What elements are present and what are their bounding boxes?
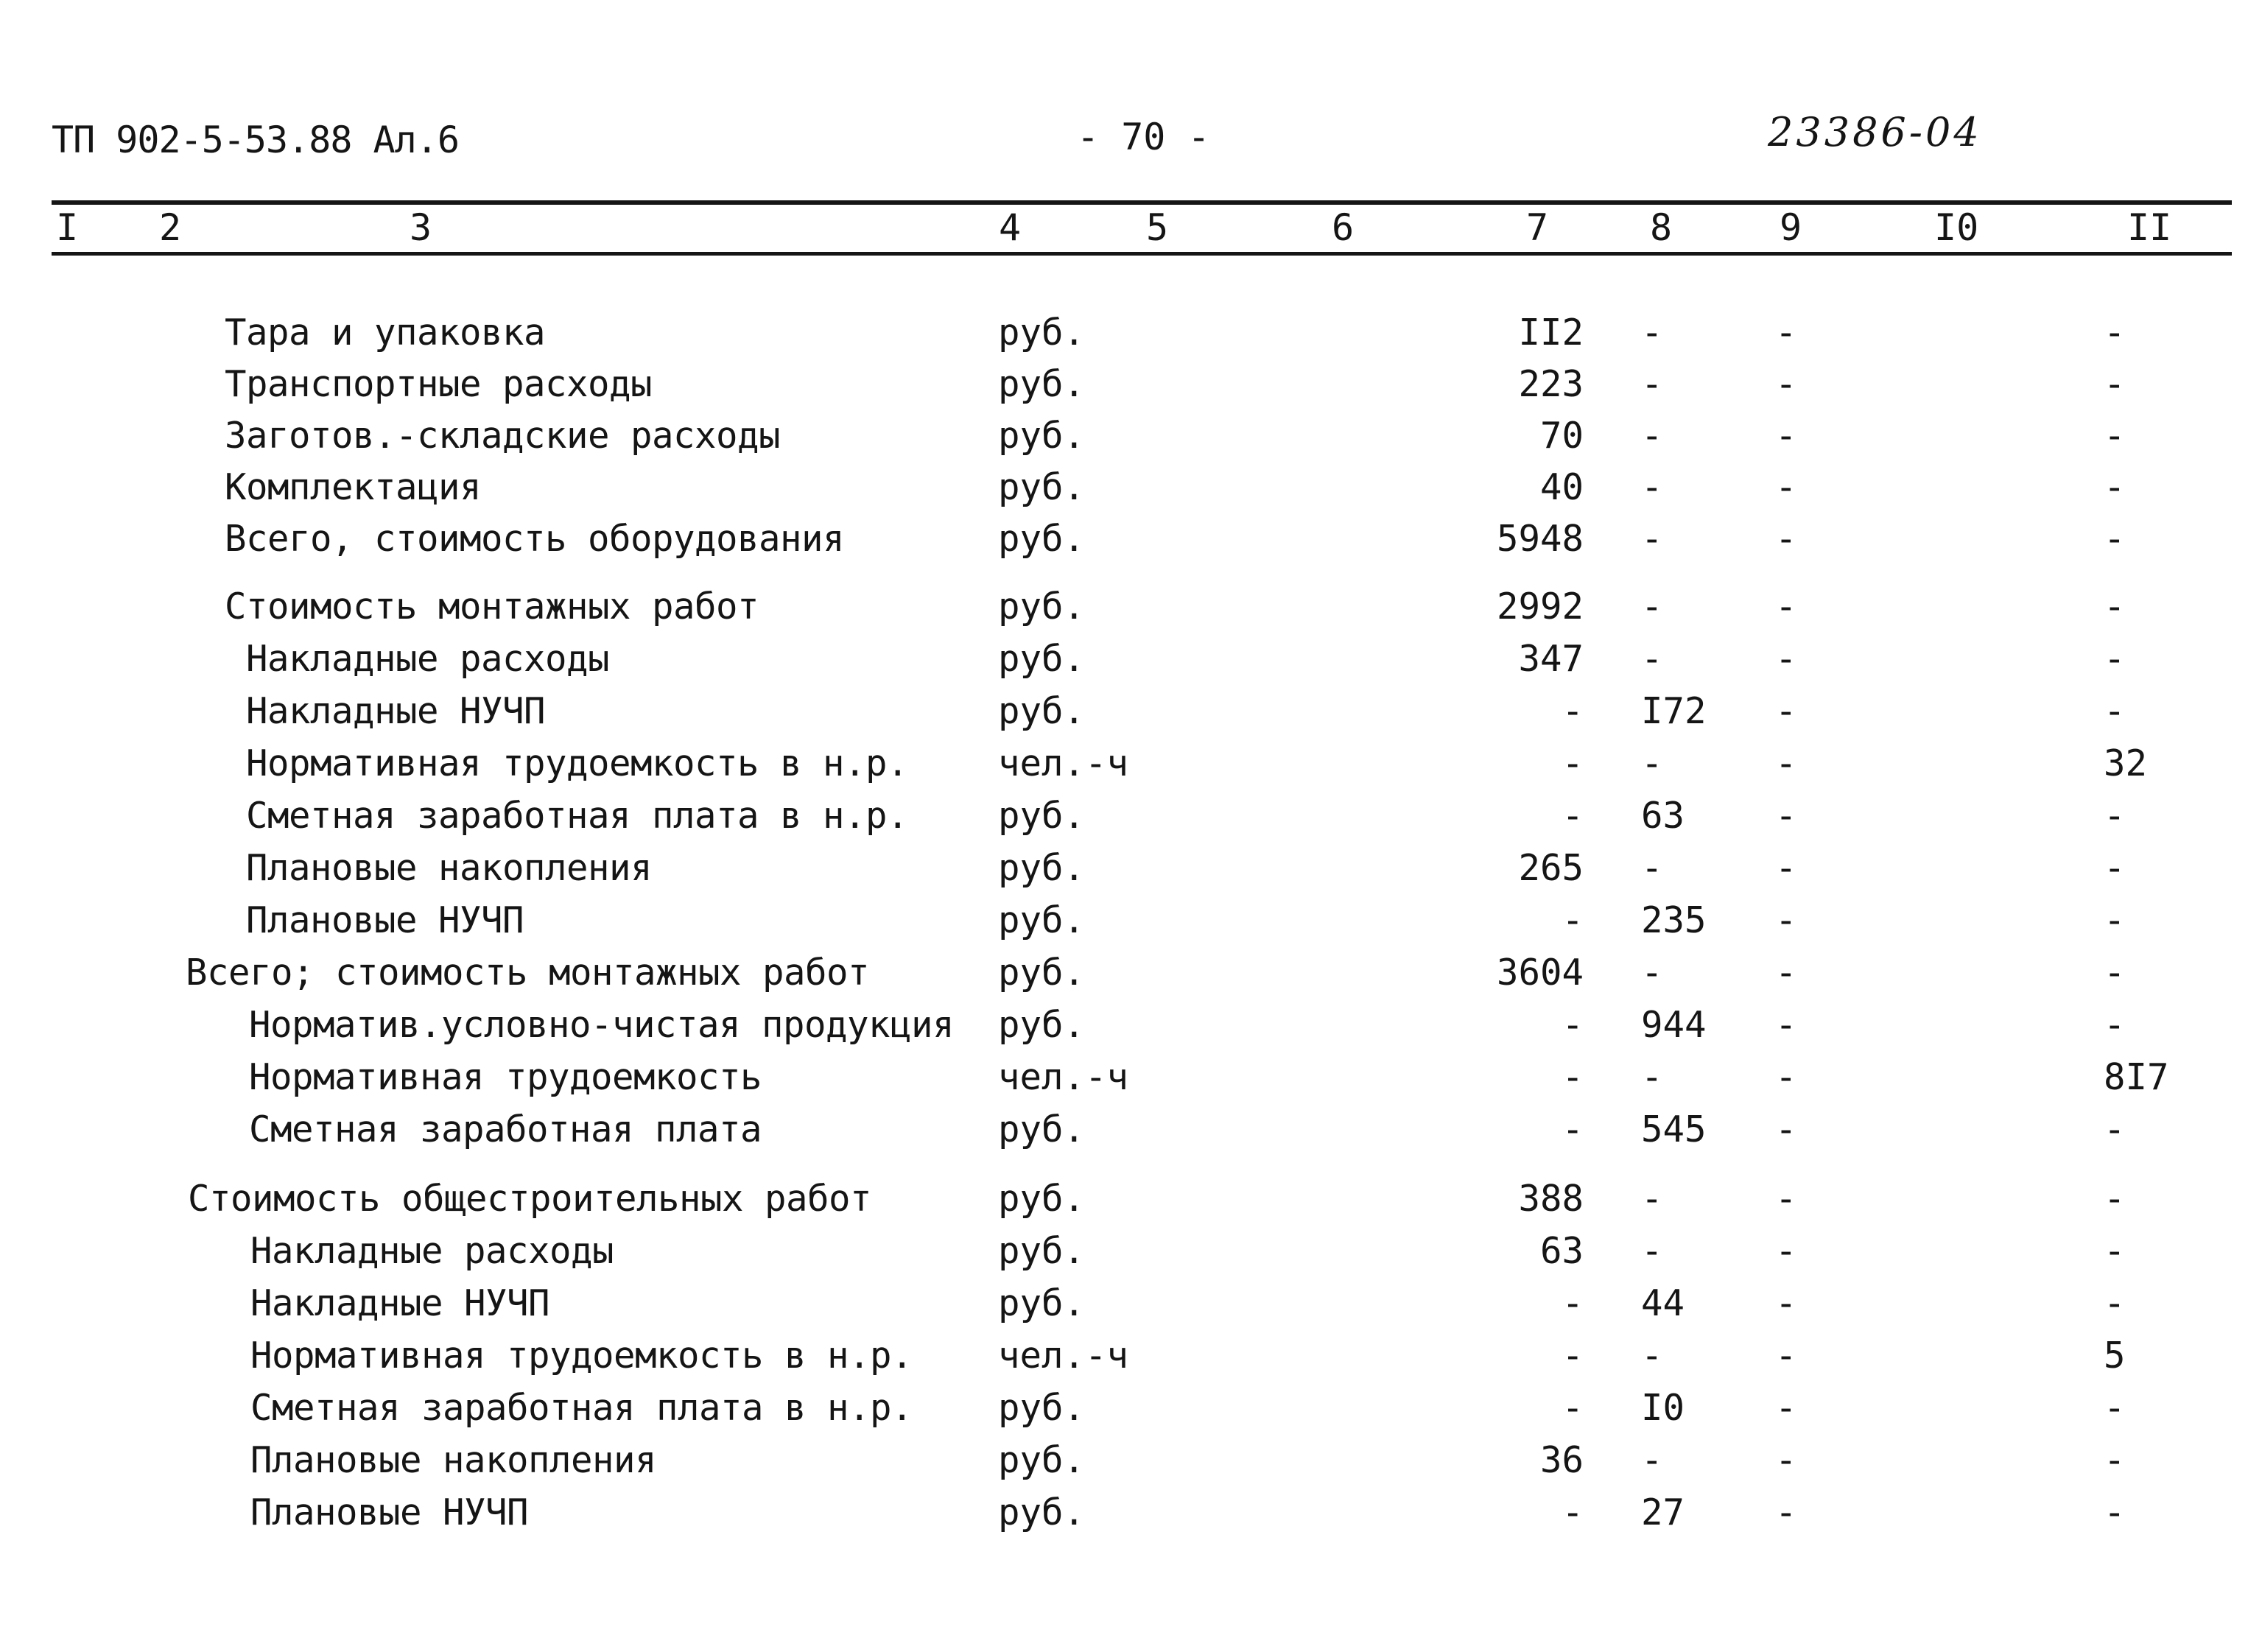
row-col11-value: 5 <box>2104 1335 2126 1377</box>
table-row <box>0 1332 2262 1379</box>
row-unit: руб. <box>998 1004 1086 1046</box>
row-name: Сметная заработная плата <box>249 1108 762 1150</box>
row-col9-value: - <box>1775 312 1797 354</box>
row-col7-value: - <box>1562 899 1584 941</box>
row-col11-value: 32 <box>2104 742 2148 784</box>
row-col7-value: 40 <box>1539 466 1584 508</box>
column-number: 7 <box>1526 206 1549 249</box>
row-unit: руб. <box>998 899 1086 941</box>
column-number: 9 <box>1780 206 1802 249</box>
table-row <box>0 412 2262 460</box>
row-col9-value: - <box>1775 690 1797 732</box>
row-name: Плановые НУЧП <box>250 1491 529 1533</box>
row-col7-value: - <box>1562 1004 1584 1046</box>
row-name: Комплектация <box>225 466 482 508</box>
column-number: I <box>56 206 79 249</box>
row-col8-value: 44 <box>1641 1282 1685 1324</box>
row-col11-value: - <box>2104 847 2126 889</box>
row-unit: руб. <box>998 466 1086 508</box>
row-col9-value: - <box>1775 415 1797 457</box>
row-col9-value: - <box>1775 1108 1797 1150</box>
row-col7-value: - <box>1562 690 1584 732</box>
row-col7-value: 3604 <box>1496 952 1584 994</box>
row-col11-value: - <box>2104 795 2126 837</box>
row-col8-value: 944 <box>1641 1004 1707 1046</box>
row-col11-value: - <box>2104 415 2126 457</box>
table-row <box>0 309 2262 356</box>
row-unit: руб. <box>998 518 1086 560</box>
row-col9-value: - <box>1775 466 1797 508</box>
table-row <box>0 361 2262 408</box>
row-unit: руб. <box>998 1230 1086 1272</box>
row-col9-value: - <box>1775 899 1797 941</box>
table-row <box>0 1489 2262 1536</box>
row-col7-value: - <box>1562 742 1584 784</box>
row-unit: чел.-ч <box>998 1335 1129 1377</box>
row-col11-value: - <box>2104 1491 2126 1533</box>
row-col9-value: - <box>1775 1178 1797 1220</box>
row-unit: чел.-ч <box>998 742 1129 784</box>
row-col11-value: - <box>2104 312 2126 354</box>
row-col8-value: - <box>1641 1178 1663 1220</box>
table-row <box>0 792 2262 840</box>
row-name: Нормативная трудоемкость в н.р. <box>246 742 909 784</box>
column-number: II <box>2127 206 2172 249</box>
row-col9-value: - <box>1775 1056 1797 1098</box>
row-unit: руб. <box>998 1282 1086 1324</box>
row-col11-value: - <box>2104 1108 2126 1150</box>
table-row <box>0 740 2262 787</box>
table-row <box>0 1228 2262 1275</box>
row-col9-value: - <box>1775 952 1797 994</box>
row-col9-value: - <box>1775 1439 1797 1481</box>
row-col7-value: 2992 <box>1496 586 1584 628</box>
row-col8-value: - <box>1641 952 1663 994</box>
row-unit: руб. <box>998 952 1086 994</box>
document-code: ТП 902-5-53.88 Ал.6 <box>52 119 459 161</box>
row-col9-value: - <box>1775 1491 1797 1533</box>
row-unit: руб. <box>998 690 1086 732</box>
row-name: Сметная заработная плата в н.р. <box>246 795 909 837</box>
row-col11-value: - <box>2104 690 2126 732</box>
table-row <box>0 1280 2262 1327</box>
row-unit: руб. <box>998 1387 1086 1429</box>
row-unit: руб. <box>998 1108 1086 1150</box>
row-col8-value: 27 <box>1641 1491 1685 1533</box>
row-name: Плановые накопления <box>246 847 653 889</box>
row-col9-value: - <box>1775 847 1797 889</box>
row-col11-value: - <box>2104 1230 2126 1272</box>
row-col8-value: - <box>1641 415 1663 457</box>
table-row <box>0 1437 2262 1484</box>
row-col7-value: 5948 <box>1496 518 1584 560</box>
inventory-number: 23386-04 <box>1768 109 1982 155</box>
table-row <box>0 583 2262 630</box>
row-col8-value: - <box>1641 742 1663 784</box>
row-name: Накладные расходы <box>250 1230 614 1272</box>
row-col11-value: - <box>2104 1178 2126 1220</box>
row-col8-value: - <box>1641 638 1663 680</box>
row-name: Стоимость общестроительных работ <box>188 1178 872 1220</box>
row-unit: руб. <box>998 795 1086 837</box>
row-col7-value: - <box>1562 1108 1584 1150</box>
row-unit: руб. <box>998 586 1086 628</box>
row-name: Стоимость монтажных работ <box>225 586 759 628</box>
page-number: - 70 - <box>1077 116 1210 158</box>
row-col7-value: - <box>1562 795 1584 837</box>
column-number: 2 <box>159 206 182 249</box>
row-name: Плановые НУЧП <box>246 899 524 941</box>
row-unit: руб. <box>998 415 1086 457</box>
row-col9-value: - <box>1775 518 1797 560</box>
row-name: Накладные расходы <box>246 638 610 680</box>
row-col11-value: - <box>2104 518 2126 560</box>
table-row <box>0 949 2262 997</box>
row-col7-value: 63 <box>1539 1230 1584 1272</box>
row-col9-value: - <box>1775 1004 1797 1046</box>
row-col7-value: - <box>1562 1335 1584 1377</box>
row-col7-value: 388 <box>1518 1178 1584 1220</box>
row-col9-value: - <box>1775 1230 1797 1272</box>
row-col9-value: - <box>1775 638 1797 680</box>
row-col7-value: 36 <box>1539 1439 1584 1481</box>
table-row <box>0 688 2262 735</box>
row-col8-value: I0 <box>1641 1387 1685 1429</box>
row-col8-value: - <box>1641 1230 1663 1272</box>
row-col8-value: - <box>1641 518 1663 560</box>
row-col8-value: - <box>1641 466 1663 508</box>
row-col11-value: - <box>2104 1282 2126 1324</box>
row-col9-value: - <box>1775 1335 1797 1377</box>
table-row <box>0 1002 2262 1049</box>
row-col8-value: 235 <box>1641 899 1707 941</box>
row-name: Сметная заработная плата в н.р. <box>250 1387 913 1429</box>
row-col7-value: 223 <box>1518 363 1584 405</box>
row-col11-value: - <box>2104 363 2126 405</box>
row-col7-value: 347 <box>1518 638 1584 680</box>
row-name: Нормативная трудоемкость в н.р. <box>250 1335 913 1377</box>
row-col7-value: - <box>1562 1387 1584 1429</box>
row-name: Нормативная трудоемкость <box>249 1056 762 1098</box>
row-col9-value: - <box>1775 742 1797 784</box>
row-col9-value: - <box>1775 363 1797 405</box>
row-col8-value: - <box>1641 586 1663 628</box>
row-col7-value: - <box>1562 1491 1584 1533</box>
row-name: Транспортные расходы <box>225 363 653 405</box>
row-unit: руб. <box>998 1439 1086 1481</box>
table-row <box>0 845 2262 892</box>
row-col11-value: - <box>2104 586 2126 628</box>
row-unit: руб. <box>998 1178 1086 1220</box>
row-col8-value: 63 <box>1641 795 1685 837</box>
row-name: Норматив.условно-чистая продукция <box>249 1004 955 1046</box>
column-number: 5 <box>1146 206 1169 249</box>
row-col8-value: I72 <box>1641 690 1707 732</box>
row-col8-value: - <box>1641 1056 1663 1098</box>
row-unit: руб. <box>998 312 1086 354</box>
table-row <box>0 516 2262 563</box>
column-number: 6 <box>1332 206 1355 249</box>
row-col11-value: - <box>2104 899 2126 941</box>
row-col7-value: - <box>1562 1056 1584 1098</box>
table-row <box>0 1385 2262 1432</box>
row-name: Плановые накопления <box>250 1439 657 1481</box>
row-col7-value: II2 <box>1518 312 1584 354</box>
table-row <box>0 897 2262 944</box>
row-unit: руб. <box>998 363 1086 405</box>
row-col11-value: - <box>2104 1439 2126 1481</box>
table-row <box>0 1054 2262 1101</box>
row-col8-value: - <box>1641 1335 1663 1377</box>
row-col11-value: - <box>2104 1387 2126 1429</box>
row-col7-value: 70 <box>1539 415 1584 457</box>
table-row <box>0 636 2262 683</box>
row-unit: руб. <box>998 638 1086 680</box>
row-col7-value: 265 <box>1518 847 1584 889</box>
row-unit: чел.-ч <box>998 1056 1129 1098</box>
column-number: 4 <box>999 206 1022 249</box>
row-col8-value: - <box>1641 847 1663 889</box>
row-name: Тара и упаковка <box>225 312 546 354</box>
row-unit: руб. <box>998 1491 1086 1533</box>
row-col9-value: - <box>1775 1387 1797 1429</box>
column-number: 3 <box>410 206 432 249</box>
row-col11-value: - <box>2104 466 2126 508</box>
row-col11-value: - <box>2104 952 2126 994</box>
row-col9-value: - <box>1775 586 1797 628</box>
row-name: Накладные НУЧП <box>250 1282 550 1324</box>
row-col8-value: - <box>1641 363 1663 405</box>
table-row <box>0 1175 2262 1223</box>
row-col9-value: - <box>1775 795 1797 837</box>
column-number: I0 <box>1934 206 1979 249</box>
row-col11-value: - <box>2104 1004 2126 1046</box>
row-name: Накладные НУЧП <box>246 690 546 732</box>
row-name: Заготов.-складские расходы <box>225 415 781 457</box>
row-col7-value: - <box>1562 1282 1584 1324</box>
column-number: 8 <box>1650 206 1673 249</box>
row-col11-value: - <box>2104 638 2126 680</box>
table-row <box>0 1106 2262 1153</box>
row-col9-value: - <box>1775 1282 1797 1324</box>
row-unit: руб. <box>998 847 1086 889</box>
row-name: Всего; стоимость монтажных работ <box>186 952 870 994</box>
row-name: Всего, стоимость оборудования <box>225 518 845 560</box>
row-col8-value: - <box>1641 1439 1663 1481</box>
row-col8-value: - <box>1641 312 1663 354</box>
row-col11-value: 8I7 <box>2104 1056 2169 1098</box>
row-col8-value: 545 <box>1641 1108 1707 1150</box>
table-row <box>0 464 2262 511</box>
